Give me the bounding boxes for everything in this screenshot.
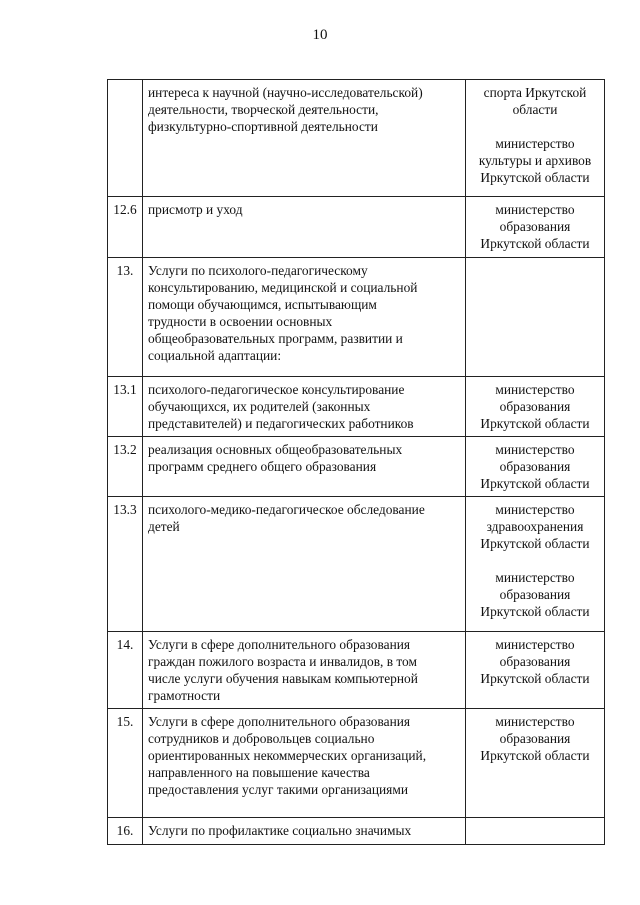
- responsible-body: [466, 709, 605, 818]
- description-line: программ среднего общего образования: [148, 459, 377, 474]
- responsible-ministry: [471, 569, 599, 620]
- ministry-line: здравоохранения: [486, 519, 584, 534]
- ministry-line: Иркутской области: [480, 604, 590, 619]
- ministry-line: спорта Иркутской: [483, 85, 587, 100]
- description-line: обучающихся, их родителей (законных: [148, 399, 371, 414]
- table-row: [108, 437, 605, 497]
- description-line: психолого-педагогическое консультирование: [148, 382, 405, 397]
- responsible-ministry: [471, 713, 599, 764]
- service-description: [143, 258, 466, 377]
- ministry-line: образования: [499, 654, 571, 669]
- ministry-line: Иркутской области: [480, 671, 590, 686]
- description-line: граждан пожилого возраста и инвалидов, в том: [148, 654, 417, 669]
- responsible-ministry: [471, 441, 599, 492]
- table-row: [108, 377, 605, 437]
- description-line: присмотр и уход: [148, 202, 243, 217]
- responsible-ministry: [471, 636, 599, 687]
- ministry-line: министерство: [495, 637, 575, 652]
- ministry-line: Иркутской области: [480, 170, 590, 185]
- responsible-body: [466, 197, 605, 258]
- ministry-line: министерство: [495, 136, 575, 151]
- row-number: 12.6: [108, 197, 143, 258]
- table-row: [108, 709, 605, 818]
- description-line: числе услуги обучения навыкам компьютерной: [148, 671, 418, 686]
- description-line: ориентированных некоммерческих организаций,: [148, 748, 427, 763]
- service-description: [143, 377, 466, 437]
- ministry-line: министерство: [495, 442, 575, 457]
- services-table: [107, 79, 605, 845]
- ministry-line: министерство: [495, 502, 575, 517]
- description-line: направленного на повышение качества: [148, 765, 370, 780]
- service-description: [143, 80, 466, 197]
- table-body: [108, 80, 605, 845]
- ministry-line: министерство: [495, 202, 575, 217]
- ministry-line: министерство: [495, 714, 575, 729]
- ministry-line: области: [512, 102, 558, 117]
- description-line: Услуги в сфере дополнительного образования: [148, 714, 411, 729]
- table-row: [108, 197, 605, 258]
- description-line: грамотности: [148, 688, 221, 703]
- ministry-line: Иркутской области: [480, 416, 590, 431]
- responsible-body: [466, 377, 605, 437]
- service-description: [143, 632, 466, 709]
- row-number: 13.: [108, 258, 143, 377]
- ministry-line: образования: [499, 587, 571, 602]
- responsible-body: [466, 258, 605, 377]
- description-line: Услуги в сфере дополнительного образования: [148, 637, 411, 652]
- responsible-body: [466, 632, 605, 709]
- ministry-line: образования: [499, 399, 571, 414]
- responsible-body: [466, 497, 605, 632]
- description-line: помощи обучающимся, испытывающим: [148, 297, 377, 312]
- table-row: [108, 818, 605, 845]
- description-line: Услуги по психолого-педагогическому: [148, 263, 368, 278]
- description-line: предоставления услуг такими организациями: [148, 782, 408, 797]
- table-row: [108, 258, 605, 377]
- description-line: представителей) и педагогических работников: [148, 416, 414, 431]
- responsible-ministry: [471, 201, 599, 252]
- description-line: психолого-медико-педагогическое обследование: [148, 502, 425, 517]
- description-line: консультированию, медицинской и социальной: [148, 280, 418, 295]
- description-line: общеобразовательных программ, развитии и: [148, 331, 403, 346]
- responsible-ministry: [471, 501, 599, 552]
- service-description: [143, 709, 466, 818]
- service-description: [143, 818, 466, 845]
- ministry-line: Иркутской области: [480, 476, 590, 491]
- ministry-line: министерство: [495, 382, 575, 397]
- row-number: 16.: [108, 818, 143, 845]
- description-line: сотрудников и добровольцев социально: [148, 731, 375, 746]
- ministry-line: образования: [499, 459, 571, 474]
- ministry-line: образования: [499, 731, 571, 746]
- ministry-line: Иркутской области: [480, 536, 590, 551]
- description-line: деятельности, творческой деятельности,: [148, 102, 379, 117]
- description-line: трудности в освоении основных: [148, 314, 333, 329]
- description-line: реализация основных общеобразовательных: [148, 442, 403, 457]
- row-number: 13.1: [108, 377, 143, 437]
- responsible-ministry: [471, 135, 599, 186]
- service-description: [143, 437, 466, 497]
- ministry-line: министерство: [495, 570, 575, 585]
- service-description: [143, 197, 466, 258]
- ministry-line: Иркутской области: [480, 236, 590, 251]
- responsible-ministry: [471, 84, 599, 118]
- description-line: Услуги по профилактике социально значимых: [148, 823, 412, 838]
- description-line: физкультурно-спортивной деятельности: [148, 119, 378, 134]
- page-number: 10: [312, 27, 328, 43]
- description-line: интереса к научной (научно-исследовательской): [148, 85, 423, 100]
- responsible-body: [466, 818, 605, 845]
- description-line: детей: [148, 519, 180, 534]
- row-number: 13.2: [108, 437, 143, 497]
- ministry-line: культуры и архивов: [478, 153, 592, 168]
- row-number: 15.: [108, 709, 143, 818]
- description-line: социальной адаптации:: [148, 348, 282, 363]
- row-number: 13.3: [108, 497, 143, 632]
- table-row: [108, 632, 605, 709]
- row-number: [108, 80, 143, 197]
- responsible-body: [466, 80, 605, 197]
- ministry-line: образования: [499, 219, 571, 234]
- table-row: [108, 497, 605, 632]
- row-number: 14.: [108, 632, 143, 709]
- table-row: [108, 80, 605, 197]
- ministry-line: Иркутской области: [480, 748, 590, 763]
- service-description: [143, 497, 466, 632]
- responsible-ministry: [471, 381, 599, 432]
- responsible-body: [466, 437, 605, 497]
